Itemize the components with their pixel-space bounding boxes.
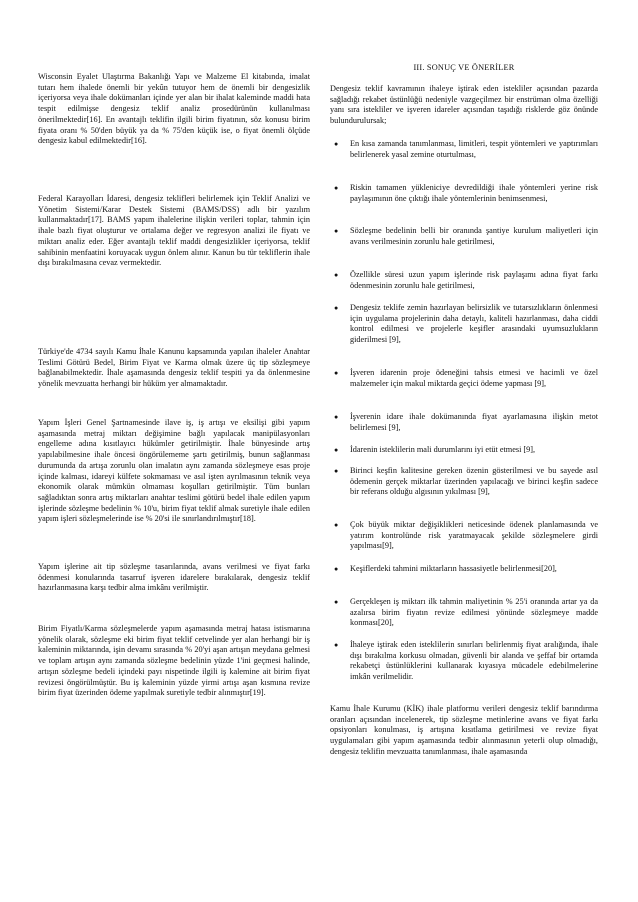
bullet-icon: ●: [334, 521, 339, 529]
paragraph-turkey-law: Türkiye'de 4734 sayılı Kamu İhale Kanunu kapsamında yapılan ihaleler Anahtar Teslimi Götürü Bedel, Birim Fiyat ve Karma olmak üzere üç tip sözleşmeye bağlanabilmektedir. İhale aşamasında dengesiz teklif tespiti ya da önlenmesine yönelik mevzuatta herhangi bir hüküm yer almamaktadır.: [38, 347, 310, 389]
bullet-icon: ●: [334, 227, 339, 235]
bullet-icon: ●: [334, 369, 339, 377]
bullet-icon: ●: [334, 140, 339, 148]
bullet-icon: ●: [334, 271, 339, 279]
bullet-icon: ●: [334, 598, 339, 606]
paragraph-general-specification: Yapım İşleri Genel Şartnamesinde ilave iş, iş artışı ve eksilişi gibi yapım aşamasında metraj miktarı değişimine bağlı yapılacak manipülasyonları engelleme adına kısıtlayıcı hükümler getirilmiştir. İhale bünyesinde artış yapılabilmesine ihale öncesi öngörülememe şartı getirilmiş, bunun sağlanması durumunda da artışa zorunlu olan imalatın aynı zamanda sözleşmeye esas proje içinde kalması, idareyi külfete sokmaması ve asıl işten ayrılmasının teknik veya ekonomik olarak mümkün olmaması koşulları getirilmiştir. Tüm bunları sağladıktan sonra artış miktarları anahtar teslimi götürü bedel ihale edilen yapım işlerinde sözleşme bedelinin % 10'u, birim fiyat teklif almak suretiyle ihale edilen yapım işleri sözleşmelerinde ise % 20'si ile sınırlandırılmıştır[18].: [38, 418, 310, 524]
bullet-icon: ●: [334, 565, 339, 573]
paragraph-type-contracts: Yapım işlerine ait tip sözleşme tasarılarında, avans verilmesi ve fiyat farkı ödenmesi konularında tasarruf işveren idarelere bırakılarak, dengesiz teklif hazırlanmasına karşı tedbir alma imkânı verilmiştir.: [38, 562, 310, 593]
list-item: ● İşveren idarenin proje ödeneğini tahsis etmesi ve hacimli ve özel malzemeler için makul miktarda geçici ödeme yapması [9],: [334, 368, 598, 388]
list-item: ● Riskin tamamen yükleniciye devredildiği ihale yöntemleri yerine risk paylaşımının öne çıktığı ihale yöntemlerinin benimsenmesi,: [334, 183, 598, 203]
list-item: ● Çok büyük miktar değişiklikleri neticesinde ödenek planlamasında ve yatırım kontrolünde risk yaratmayacak şekilde sözleşmelere girdi yapılması[9],: [334, 520, 598, 551]
closing-paragraph: Kamu İhale Kurumu (KİK) ihale platformu verileri dengesiz teklif barındırma oranları açısından incelenerek, tip sözleşme metinlerine avans ve fiyat farkı opsiyonları konulması, iş artışına kısıtlama getirilmesi ve revize fiyat uygulamaları gibi yapım aşamasında tedbir alınmasının yeterli olup olmadığı, dengesiz teklifin mevzuatta tanımlanması, ihale aşamasında: [330, 704, 598, 756]
list-item: ● İdarenin isteklilerin mali durumlarını iyi etüt etmesi [9],: [334, 445, 536, 454]
paragraph-unit-price-contracts: Birim Fiyatlı/Karma sözleşmelerde yapım aşamasında metraj hatası istismarına yönelik olarak, sözleşme eki birim fiyat teklif cetvelinde yer alan herhangi bir iş kaleminin miktarında, işin devamı sırasında % 20'yi aşan artışın meydana gelmesi ve toplam artışın aynı zamanda sözleşme bedelinin yüzde 1'ini geçmesi halinde, artışın sözleşme bedeli içindeki payı nispetinde ilgili iş kalemine ait birim fiyat revizesi öngörülmüştür. Bu iş kaleminin yüzde yirmi artışı aşan kısmına revize birim fiyat üzerinden ödeme yapılmak suretiyle tedbir alınmıştır[19].: [38, 624, 310, 698]
list-item: ● Keşiflerdeki tahmini miktarların hassasiyetle belirlenmesi[20],: [334, 564, 557, 573]
bullet-icon: ●: [334, 467, 339, 475]
section-heading: III. SONUÇ VE ÖNERİLER: [413, 63, 515, 72]
list-item: ● Birinci keşfin kalitesine gereken özenin gösterilmesi ve bu sayede asıl ödemenin gerçek miktarlar üzerinden yapılacağı ve birinci keşfin sadece bir referans olduğu algısının yıkılması [9],: [334, 466, 598, 497]
list-item: ● Sözleşme bedelinin belli bir oranında şantiye kurulum maliyetleri için avans verilmesinin zorunlu hale getirilmesi,: [334, 226, 598, 246]
list-item: ● Gerçekleşen iş miktarı ilk tahmin maliyetinin % 25'i oranında artar ya da azalırsa birim fiyatın revize edilmesi yönünde sözleşmeye madde konması[20],: [334, 597, 598, 628]
list-item: ● İşverenin idare ihale dokümanında fiyat ayarlamasına ilişkin metot belirlemesi [9],: [334, 412, 598, 432]
list-item: ● En kısa zamanda tanımlanması, limitleri, tespit yöntemleri ve yaptırımları belirlenerek yasal zemine oturtulması,: [334, 139, 598, 159]
bullet-icon: ●: [334, 446, 339, 454]
bullet-icon: ●: [334, 184, 339, 192]
paragraph-wisconsin: Wisconsin Eyalet Ulaştırma Bakanlığı Yapı ve Malzeme El kitabında, imalat tutarı hem ihalede önemli bir yekûn tutuyor hem de önemli bir dengesizlik içeriyorsa veya ihale dokümanları içinde yer alan bir ihalat kaleminde maddi hata tespit edilmişse dengesiz teklif analiz prosedürünün kullanılması önerilmektedir[16]. En avantajlı teklifin ilgili birim fiyatının, söz konusu birim fiyata oranı % 50'den büyük ya da % 75'den küçük ise, o fiyat önemli ölçüde dengesiz kabul edilmektedir[16].: [38, 72, 310, 146]
conclusion-intro: Dengesiz teklif kavramının ihaleye iştirak eden istekliler açısından pazarda sağladığı rekabet üstünlüğü nedeniyle vazgeçilmez bir enstrüman olma özelliği yanı sıra istekliler ve işveren idareler açısından taşıdığı risklerde göz önünde bulundurulursak;: [330, 84, 598, 126]
list-item: ● Dengesiz teklife zemin hazırlayan belirsizlik ve tutarsızlıkların önlenmesi için uygulama projelerinin daha detaylı, kaliteli hazırlanması, daha ciddi kontrol edilmesi ve projelerle keşifler arasındaki uyumsuzlukların giderilmesi [9],: [334, 303, 598, 345]
paragraph-federal-highway: Federal Karayolları İdaresi, dengesiz teklifleri belirlemek için Teklif Analizi ve Yönetim Sistemi/Karar Destek Sistemi (BAMS/DSS) adlı bir yazılım kullanmaktadır[17]. BAMS yapım ihalelerine ilişkin verileri toplar, tahmin için ihale bazlı fiyat oluşturur ve ortalama değer ve regresyon analizi ile fiyatı ve miktarı analiz eder. Eğer avantajlı teklif maddi dengesizlikler içeriyorsa, teklif sahibinin menfaatini koruyacak uygun önlem alınır. Kanun bu tür tekliflerin ihale dışı bırakılmasına cevaz vermektedir.: [38, 194, 310, 268]
list-item: ● İhaleye iştirak eden isteklilerin sınırları belirlenmiş fiyat aralığında, ihale dışı bırakılma korkusu olmadan, güvenli bir alanda ve şeffaf bir ortamda rekabetçi üstünlüklerini kullanarak kıyasıya mücadele edebilmelerine imkân verilmelidir.: [334, 640, 598, 682]
list-item: ● Özellikle süresi uzun yapım işlerinde risk paylaşımı adına fiyat farkı ödenmesinin zorunlu hale getirilmesi,: [334, 270, 598, 290]
bullet-icon: ●: [334, 413, 339, 421]
bullet-icon: ●: [334, 641, 339, 649]
bullet-icon: ●: [334, 304, 339, 312]
